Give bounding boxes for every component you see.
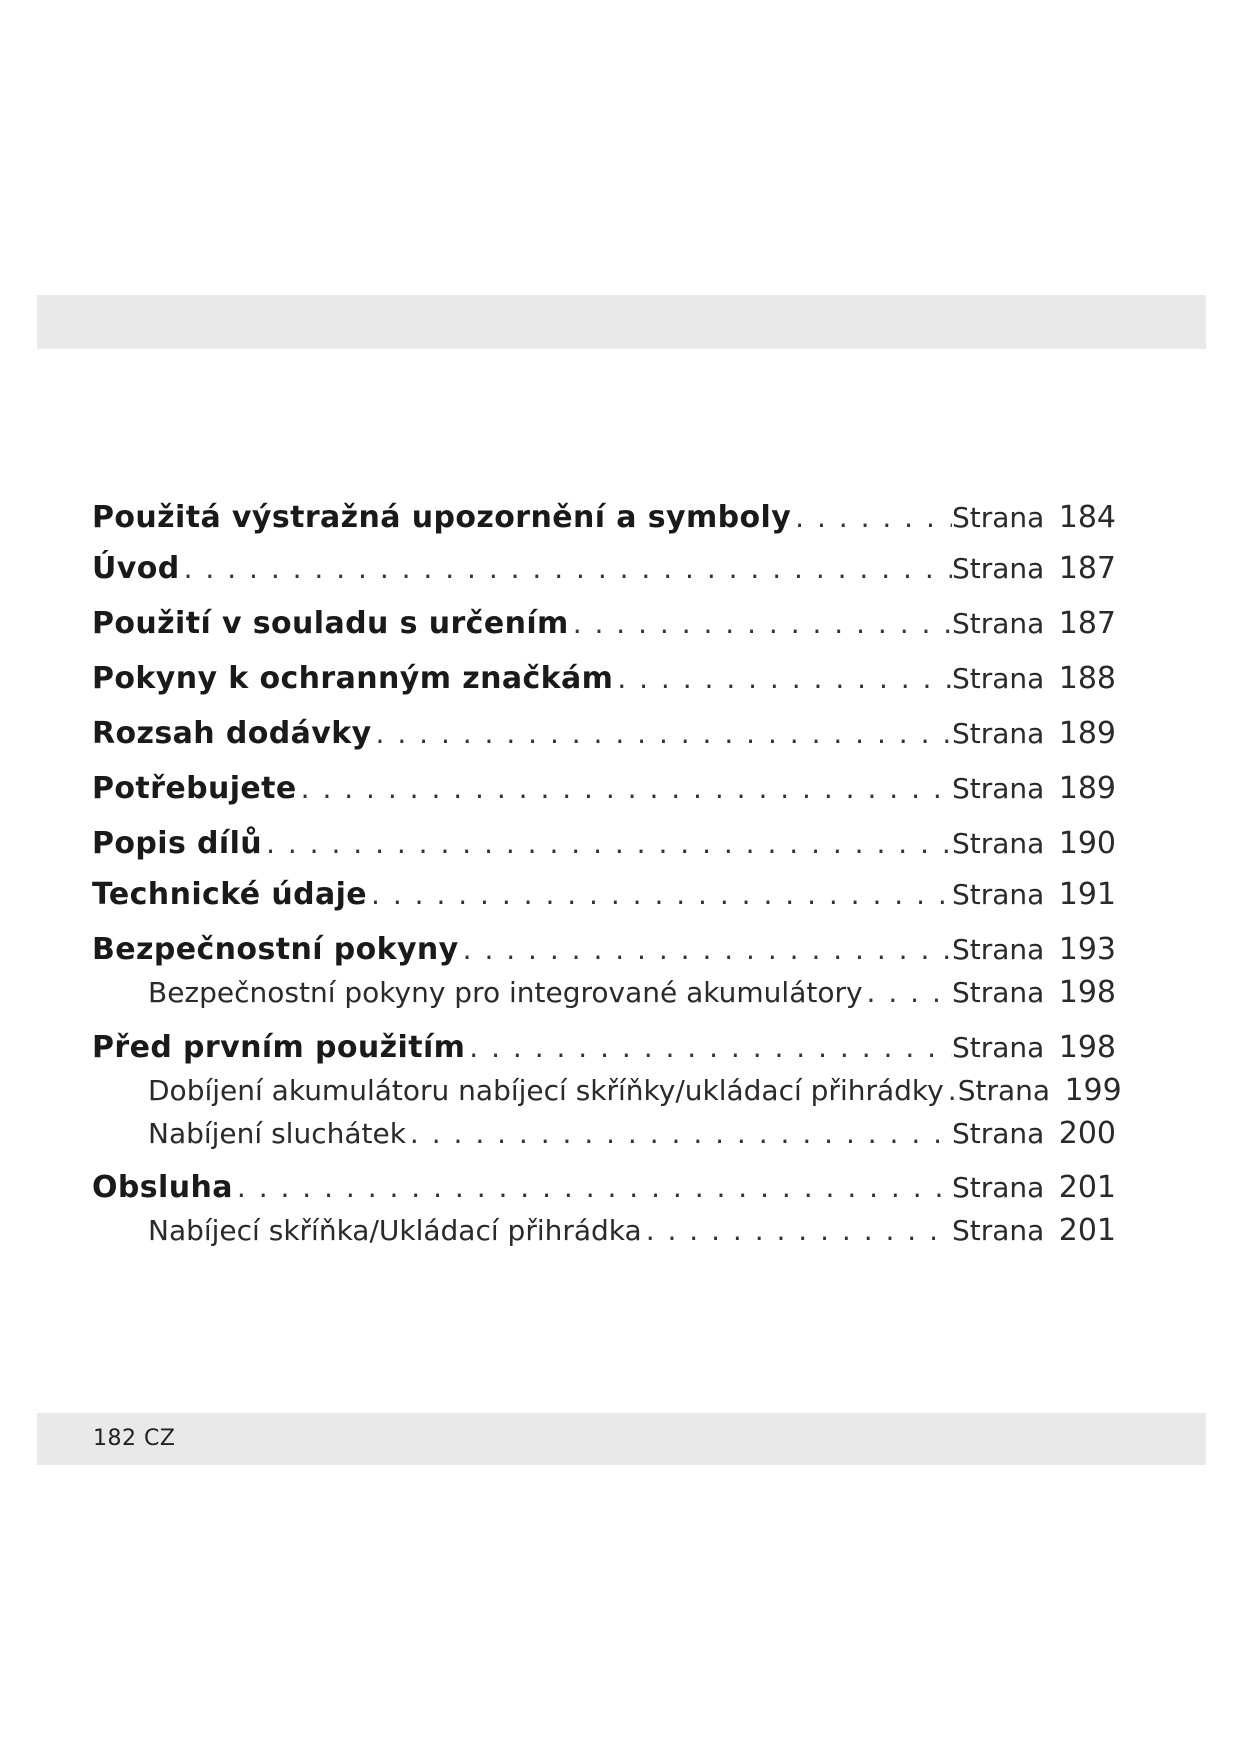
toc-entry-title: Potřebujete [92,771,297,806]
toc-subentry[interactable] [148,975,1116,1019]
toc-entry-label: Strana [952,1171,1045,1204]
toc-entry-label: Strana [952,501,1045,534]
footer-band [37,1413,1206,1465]
toc-entry[interactable] [92,551,1116,595]
toc-subentry-title: Nabíjecí skříňka/Ukládací přihrádka [148,1214,642,1247]
dot-leader [180,552,952,585]
toc-entry-title: Bezpečnostní pokyny [92,932,459,967]
toc-entry-page: 187 [1058,606,1116,641]
toc-entry[interactable] [92,877,1116,921]
toc-entry[interactable] [92,826,1116,870]
toc-entry-label: Strana [952,1214,1045,1247]
toc-entry-page: 193 [1058,932,1116,967]
toc-entry-label: Strana [952,827,1045,860]
dot-leader [262,827,952,860]
toc-entry-title: Rozsah dodávky [92,716,372,751]
toc-entry-title: Pokyny k ochranným značkám [92,661,614,696]
dot-leader [791,501,952,534]
toc-entry-title: Úvod [92,551,180,586]
toc-entry[interactable] [92,661,1116,705]
toc-entry[interactable] [92,771,1116,815]
dot-leader [459,933,952,966]
toc-subentry[interactable] [148,1213,1116,1257]
toc-entry-page: 198 [1058,1030,1116,1065]
dot-leader [569,607,952,640]
toc-entry-label: Strana [952,1117,1045,1150]
toc-entry[interactable] [92,500,1116,544]
dot-leader [367,878,952,911]
toc-entry-title: Obsluha [92,1170,233,1205]
toc-entry-label: Strana [952,878,1045,911]
dot-leader [642,1214,952,1247]
toc-entry[interactable] [92,606,1116,650]
dot-leader [465,1031,952,1064]
page-number: 182 CZ [93,1426,176,1451]
toc-entry-label: Strana [957,1074,1051,1107]
toc-entry-page: 201 [1058,1170,1116,1205]
toc-subentry[interactable] [148,1116,1116,1160]
toc-subentry-title: Dobíjení akumulátoru nabíjecí skříňky/ukládací přihrádky [148,1074,944,1107]
dot-leader [233,1171,952,1204]
toc-entry-page: 189 [1058,716,1116,751]
toc-entry-label: Strana [952,933,1045,966]
toc-entry[interactable] [92,1030,1116,1074]
toc-entry-label: Strana [952,662,1045,695]
toc-entry-page: 201 [1058,1213,1116,1248]
toc-entry[interactable] [92,932,1116,976]
dot-leader [372,717,952,750]
toc-entry-title: Použití v souladu s určením [92,606,569,641]
toc-entry-label: Strana [952,976,1045,1009]
toc-entry-page: 189 [1058,771,1116,806]
toc-entry-page: 200 [1058,1116,1116,1151]
dot-leader [297,772,952,805]
toc-entry-title: Použitá výstražná upozornění a symboly [92,500,792,535]
toc-entry-label: Strana [952,717,1045,750]
toc-entry-page: 191 [1058,877,1116,912]
dot-leader [944,1074,958,1107]
toc-subentry-title: Bezpečnostní pokyny pro integrované akumulátory [148,976,863,1009]
toc-subentry[interactable] [148,1073,1122,1117]
toc-entry-page: 188 [1058,661,1116,696]
toc-entry-page: 198 [1058,975,1116,1010]
toc-entry-label: Strana [952,607,1045,640]
toc-entry-title: Před prvním použitím [92,1030,466,1065]
dot-leader [613,662,952,695]
toc-entry[interactable] [92,1170,1116,1214]
toc-subentry-title: Nabíjení sluchátek [148,1117,406,1150]
toc-entry-title: Technické údaje [92,877,368,912]
dot-leader [406,1117,952,1150]
toc-entry[interactable] [92,716,1116,760]
toc-entry-label: Strana [952,1031,1045,1064]
toc-entry-title: Popis dílů [92,826,263,861]
toc-entry-label: Strana [952,772,1045,805]
toc-entry-page: 187 [1058,551,1116,586]
dot-leader [863,976,952,1009]
toc-entry-page: 190 [1058,826,1116,861]
toc-entry-page: 184 [1058,500,1116,535]
toc-entry-page: 199 [1064,1073,1122,1108]
toc-entry-label: Strana [952,552,1045,585]
